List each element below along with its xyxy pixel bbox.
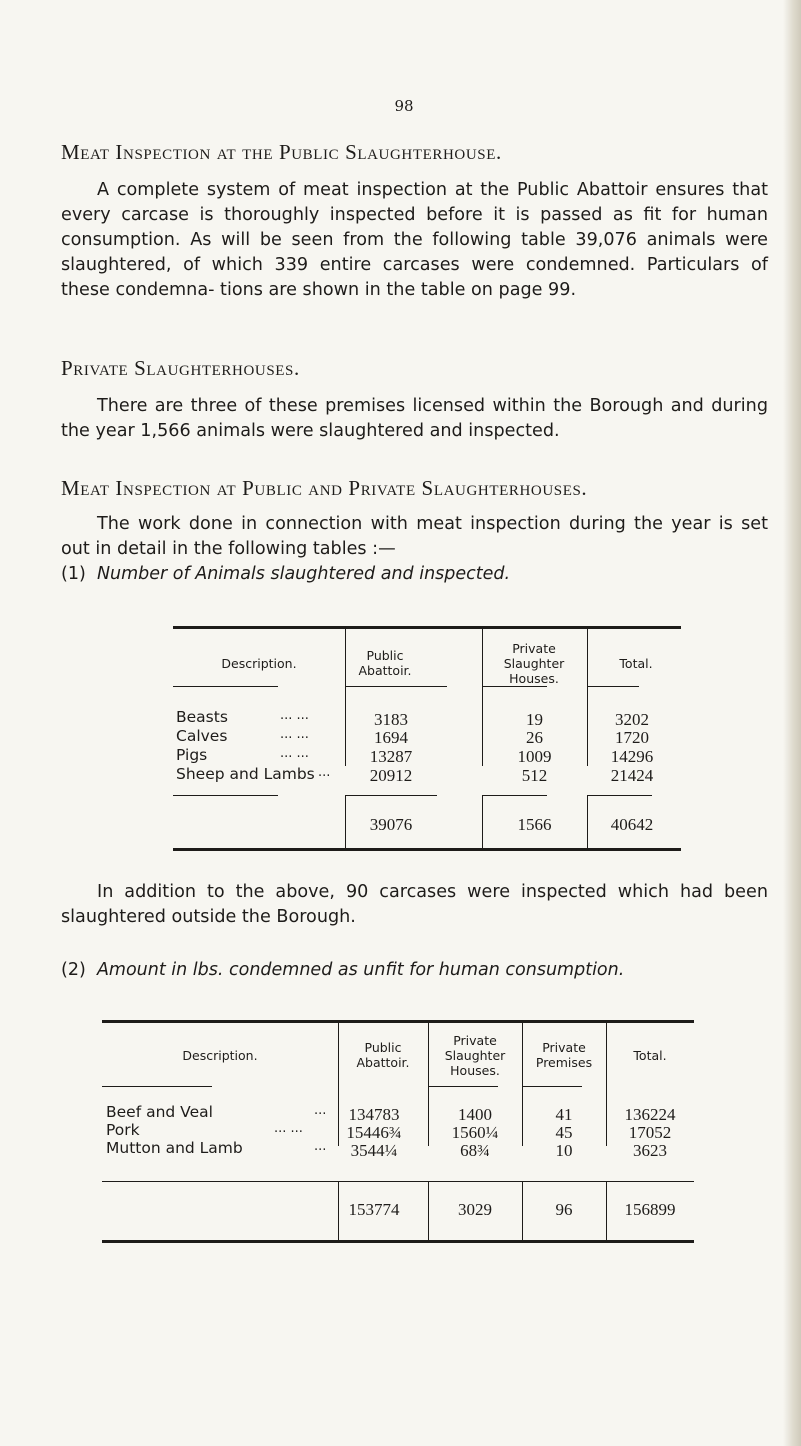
table1-header-public: Public Abattoir. bbox=[358, 648, 412, 678]
table2-title: (2) Amount in lbs. condemned as unfit for human consumption. bbox=[61, 960, 625, 980]
section3-paragraph: The work done in connection with meat inspection during the year is set out in detail in the following tables :— bbox=[61, 514, 768, 559]
table1-header-total: Total. bbox=[619, 656, 653, 671]
table1-header-private: Private Slaughter Houses. bbox=[503, 641, 565, 686]
section2-heading: Private Slaughterhouses. bbox=[61, 356, 300, 380]
table2-header-description: Description. bbox=[182, 1048, 258, 1063]
table2-header-private-houses: Private Slaughter Houses. bbox=[444, 1033, 506, 1078]
table2-header-public: Public Abattoir. bbox=[356, 1040, 410, 1070]
table2-header-private-premises: Private Premises bbox=[535, 1040, 593, 1070]
table2-header-total: Total. bbox=[633, 1048, 667, 1063]
section3-heading: Meat Inspection at Public and Private Slaughterhouses. bbox=[61, 476, 588, 500]
page-number: 98 bbox=[394, 97, 414, 115]
section2-paragraph: There are three of these premises licensed within the Borough and during the year 1,566 animals were slaughtered and inspected. bbox=[61, 396, 768, 441]
section1-heading: Meat Inspection at the Public Slaughterhouse. bbox=[61, 140, 502, 164]
table1-title: (1) Number of Animals slaughtered and inspected. bbox=[61, 564, 511, 584]
middle-paragraph: In addition to the above, 90 carcases were inspected which had been slaughtered outside the Borough. bbox=[61, 882, 768, 927]
document-page: 98 Meat Inspection at the Public Slaughterhouse. A complete system of meat inspection at the Public Abattoir ensures that every carcase is thoroughly inspected before it is passed as fit for human consumption. As will be seen from the following table 39,076 animals were slaughtered, of which 339 entire carcases were condemned. Particulars of these condemna- tions are shown in the table on page 99. Private Slaughterhouses. There are three of these premises licensed within the Borough and during the year 1,566 animals were slaughtered and inspected. Meat Inspection at Public and Private Slaughterhouses. The work done in connection with meat inspection during the year is set out in detail in the following tables :— (1) Number of Animals slaughtered and inspected. Description. Public Abattoir. Private Slaughter Houses. Total. Beasts ... ... 3183 19 3202 Calves ... ... 1694 26 1720 Pigs ... ... 13287 1009 14296 Sheep and Lambs ... 20912 512 21424 39076 1566 40642 In addition to the above, 90 carcases were inspected which had been slaughtered outside the Borough. (2) Amount in lbs. condemned as unfit for human consumption. Description. Public Abattoir. Private Slaughter Houses. Private Premises Total. Beef and Veal ... 134783 1400 41 136224 Pork ... ... 15446¾ 1560¼ 45 17052 Mutton and Lamb ... 3544¼ 68¾ 10 3623 153774 3029 96 156899 bbox=[0, 0, 801, 1446]
table1-header-description: Description. bbox=[221, 656, 297, 671]
page-edge bbox=[783, 0, 801, 1446]
section1-paragraph: A complete system of meat inspection at the Public Abattoir ensures that every carcase is thoroughly inspected before it is passed as fit for human consumption. As will be seen from the following table 39,076 animals were slaughtered, of which 339 entire carcases were condemned. Particulars of these condemna- tions are shown in the table on page 99. bbox=[61, 180, 768, 300]
